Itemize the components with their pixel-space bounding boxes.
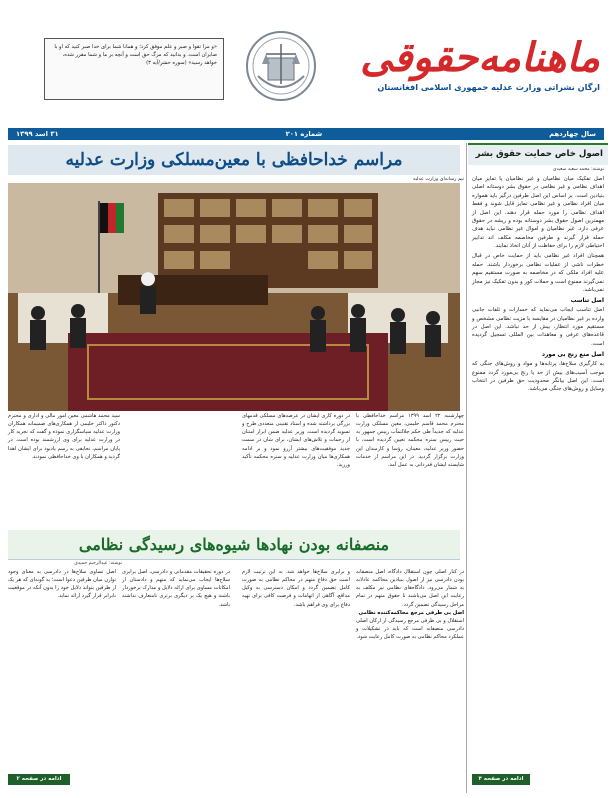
issue-date: ۳۱ اسد ۱۳۹۹ — [16, 130, 59, 138]
right-column-para: به کارگیری سلاح‌ها، پرتابه‌ها و مواد و روش‌های جنگی که موجب آسیب‌های بیش از حد یا رنج بی‌مورد گردد ممنوع است. این اصل بیانگر محدودیت حق طرفین در انتخاب وسایل و روش‌های جنگی می‌باشد. — [472, 361, 604, 393]
masthead — [8, 8, 604, 136]
article-para: در کنار اصلی چون استقلال دادگاه، اصل منصفانه بودن دادرسی نیز از اصول بنیادین محاکمه عادلانه به شمار می‌رود. دادگاه‌های نظامی نیز مکلف به رعایت این اصل می‌باشند تا حقوق متهم در تمام مراحل رسیدگی تضمین گردد. — [356, 569, 464, 608]
masthead-subtitle: ارگان نشراتی وزارت عدلیه جمهوری اسلامی افغانستان — [377, 82, 600, 92]
article-column: چهارشنبه ۲۲ اسد ۱۳۹۹ مراسم خداحافظی با محترم محمد قاسم حلیمی، معین مسلکی وزارت عدلیه که جدیداً طی حکم جلالتمآب رییس جمهور به حیث رییس ستره محکمه تعیین گردیده است، با حضور وزیر عدلیه، معینان، رؤسا و کارمندان این وزارت برگزار گردید. در این مراسم از خدمات شایسته ایشان قدردانی به عمل آمد. — [356, 413, 464, 468]
right-column-para: اصل تفکیک میان نظامیان و غیر نظامیان یا تمایز میان اهداف نظامی و غیر نظامی در حقوق بشر دوستانه اصلی بنیادین است. بر اساس این اصل طرفین درگیر باید همواره میان افراد نظامی و غیر نظامی تمایز قایل شوند و فقط اهداف نظامی را مورد حمله قرار دهند. این اصل از مهمترین اصول حقوق بشر دوستانه بوده و ریشه در حقوق عرفی دارد. غیر نظامیان و اموال غیر نظامی نباید هدف حمله قرار گیرند و طرفین مخاصمه مکلف اند تدابیر احتیاطی لازم را برای حفاظت از آنان اتخاذ نمایند. — [472, 176, 604, 249]
issue-number: شماره ۲۰۱ — [285, 130, 323, 138]
continue-link[interactable]: ادامه در صفحه ۴ — [472, 774, 530, 785]
second-headline: منصفانه بودن نهادها شیوه‌های رسیدگی نظامی — [8, 530, 460, 560]
column-divider — [466, 143, 467, 793]
photo-credit: تیم رسانه‌ای وزارت عدلیه — [413, 177, 464, 182]
quote-box: «و مرا تقوا و صبر و علم موفق کرد؛ و همانا شما برای خدا صبر کنید که او با صابران است. و بدانید که مرگ حق است و آنچه بر ما و شما مقرر شده، خواهد رسید» (سوره حشر/آیه ۳) — [44, 38, 224, 100]
meeting-photo — [8, 183, 460, 411]
article-para: استقلال و بی طرفی مرجع رسیدگی از ارکان اصلی دادرسی منصفانه است که باید در تشکیلات و عملکرد محاکم نظامی به صورت کامل رعایت شود. — [356, 617, 464, 641]
article-subheading: اصل بی طرفی مرجع محاکمه‌کننده نظامی — [358, 609, 464, 616]
main-headline: مراسم خداحافظی با معین‌مسلکی وزارت عدلیه — [8, 145, 460, 175]
masthead-title: ماهنامه‌حقوقی — [360, 34, 600, 81]
issue-year: سال چهاردهم — [549, 130, 596, 138]
article-column: سید محمد هاشمی معین امور مالی و اداری و محترم دکتور داکتر حلیمی از همکاری‌های صمیمانه همکاران وزارت عدلیه سپاسگزاری نموده و گفت که تجربه کار در وزارت عدلیه برای وی ارزشمند بوده است. در پایان مراسم، تحایفی به رسم یادبود برای ایشان اهدا گردید و همکاران با وی خداحافظی نمودند. — [8, 413, 120, 460]
right-column-byline: نوشته: محمد سعید سعیدی — [552, 167, 604, 172]
article-column — [356, 568, 464, 641]
right-column-para: همچنان افراد غیر نظامی باید از حمایت خاص در قبال خطرات ناشی از عملیات نظامی برخوردار باشند. حمله علیه افراد ملکی که در مخاصمه به صورت مستقیم سهم نمی‌گیرند ممنوع است و حملات کور و بدون تفکیک نیز مجاز نمی‌باشد. — [472, 253, 604, 293]
right-column-heading: اصول خاص حمایت حقوق بشر — [468, 143, 608, 165]
article-column: اصل تساوی سلاح‌ها در دادرسی به معنای وجود توازن میان طرفین دعوا است؛ به گونه‌ای که هر یک از طرفین بتواند دلایل خود را بدون آنکه در موقعیت نابرابر قرار گیرد ارائه نماید. — [8, 569, 116, 600]
right-column-subheading: اصل تناسب — [570, 298, 604, 305]
article-column: در دوره کاری ایشان در عرصه‌های مسلکی قدمهای بزرگی برداشته شده و اسناد تقنینی متعددی طرح و تسوید گردیده است. وزیر عدلیه ضمن ابراز امتنان از زحمات و تلاش‌های ایشان، برای شان در سمت جدید موفقیت‌های بیشتر آرزو نمود و بر ادامه همکاری‌ها میان وزارت عدلیه و ستره محکمه تأکید ورزید. — [242, 413, 350, 468]
title-block — [300, 34, 600, 92]
second-article-author: نوشته: عبدالرحیم حمیدی — [74, 561, 122, 566]
article-column: در دوره تحقیقات مقدماتی و دادرسی، اصل برابری سلاح‌ها ایجاب می‌نماید که متهم و دادستان از امکانات مساوی برای ارائه دلایل و مدارک برخوردار باشند و هیچ یک بر دیگری برتری نامتعارف نداشته باشد. — [122, 569, 230, 608]
issue-bar — [8, 128, 604, 140]
right-column — [468, 143, 608, 793]
continue-link[interactable]: ادامه در صفحه ۲ — [8, 774, 70, 785]
article-column: و برابری سلاح‌ها خواهد شد. به این ترتیب لازم است حق دفاع متهم در محاکم نظامی به صورت کامل تضمین گردد و امکان دسترسی به وکیل مدافع، آگاهی از اتهامات و فرصت کافی برای تهیه دفاع برای وی فراهم باشد. — [242, 569, 350, 608]
right-column-subheading: اصل منع رنج بی مورد — [541, 352, 604, 359]
right-column-para: اصل تناسب ایجاب می‌نماید که خسارات و تلفات جانبی وارده بر غیر نظامیان در مقایسه با مزیت نظامی مشخص و مستقیم مورد انتظار، بیش از حد نباشد. این اصل در قاعده‌های عرفی و معاهدات بین المللی تسجیل گردیده است. — [472, 307, 604, 347]
